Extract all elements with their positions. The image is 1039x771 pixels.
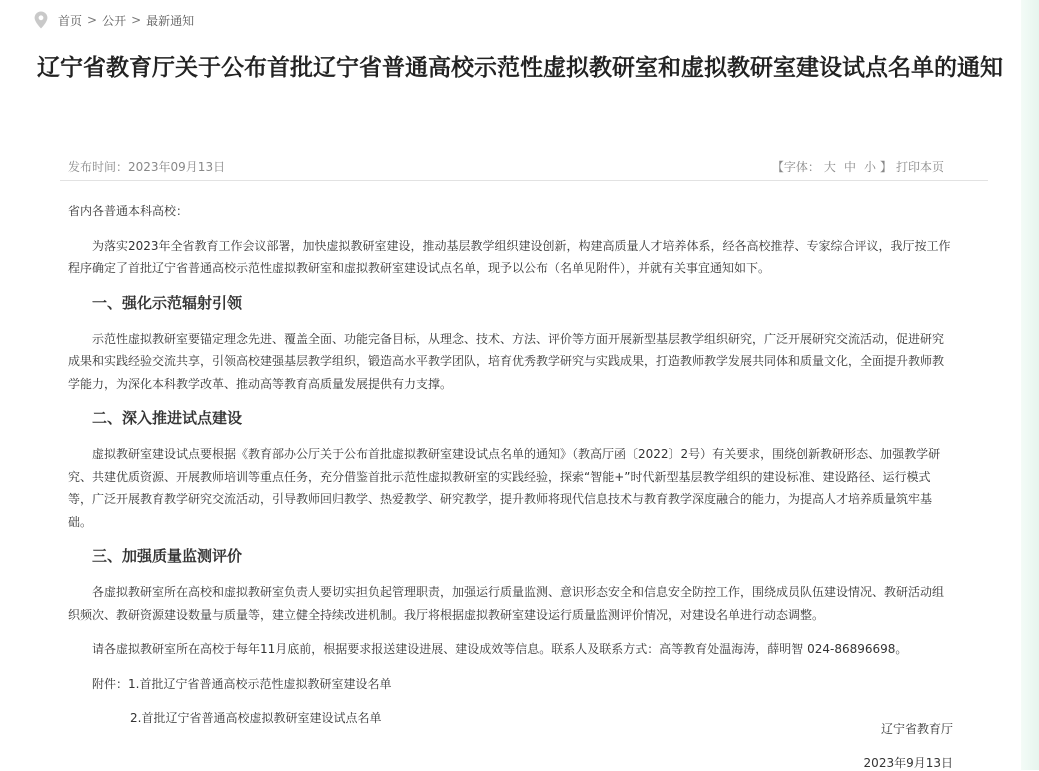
font-large-button[interactable]: 大 [823,160,836,174]
section-body-1: 示范性虚拟教研室要锚定理念先进、覆盖全面、功能完备目标，从理念、技术、方法、评价等方面开展新型基层教学组织研究，广泛开展研究交流活动，促进研究成果和实践经验交流共享，引领高校建强基层教学组织，锻造高水平教学团队，培育优秀教学研究与实践成果，打造教师教学发展共同体和质量文化，全面提升教师教学能力，为深化本科教学改革、推动高等教育高质量发展提供有力支撑。 [68,331,945,391]
article-meta-bar [60,155,988,181]
right-decoration-strip [1021,0,1039,770]
attachment-link-2[interactable]: 2.首批辽宁省普通高校虚拟教研室建设试点名单 [130,711,382,725]
font-size-label-close: 】 [879,160,892,174]
intro-paragraph: 为落实2023年全省教育工作会议部署，加快虚拟教研室建设，推动基层教学组织建设创新，构建高质量人才培养体系，经各高校推荐、专家综合评议，我厅按工作程序确定了首批辽宁省普通高校示范性虚拟教研室和虚拟教研室建设试点名单，现予以公布（名单见附件），并就有关事宜通知如下。 [68,238,951,275]
font-medium-button[interactable]: 中 [843,160,856,174]
publish-time: 发布时间：2023年09月13日 [68,160,226,174]
section-heading-2: 二、深入推进试点建设 [92,409,243,427]
section-heading-3: 三、加强质量监测评价 [92,547,243,565]
attachment-link-1[interactable]: 附件：1.首批辽宁省普通高校示范性虚拟教研室建设名单 [92,676,392,691]
font-size-label-open: 【字体： [771,160,820,174]
font-size-controls [772,158,948,175]
section-body-2: 虚拟教研室建设试点要根据《教育部办公厅关于公布首批虚拟教研室建设试点名单的通知》（教高厅函〔2022〕2号）有关要求，围绕创新教研形态、加强教学研究、共建优质资源、开展教师培训等重点任务，充分借鉴首批示范性虚拟教研室的实践经验，探索“智能+”时代新型基层教学组织的建设标准、建设路径、运行模式等，广泛开展教育教学研究交流活动，引导教师回归教学、热爱教学、研究教学，提升教师将现代信息技术与教育教学深度融合的能力，为提高人才培养质量筑牢基础。 [68,447,941,529]
article-body [68,200,954,730]
breadcrumb-separator: > [87,13,98,27]
location-pin-icon [34,11,48,29]
page-title: 辽宁省教育厅关于公布首批辽宁省普通高校示范性虚拟教研室和虚拟教研室建设试点名单的通知 [37,55,1003,81]
report-paragraph: 请各虚拟教研室所在高校于每年11月底前，根据要求报送建设进展、建设成效等信息。联系人及联系方式：高等教育处温海涛，薛明智 024-86896698。 [92,642,908,656]
print-page-link[interactable]: 打印本页 [895,160,944,174]
breadcrumb [34,10,194,30]
font-small-button[interactable]: 小 [863,160,876,174]
signature-org: 辽宁省教育厅 [880,722,953,736]
signature-date: 2023年9月13日 [863,756,953,770]
breadcrumb-separator: > [131,13,142,27]
salutation: 省内各普通本科高校： [68,204,189,218]
breadcrumb-current-link[interactable]: 最新通知 [146,13,195,28]
breadcrumb-public-link[interactable]: 公开 [102,13,127,28]
section-heading-1: 一、强化示范辐射引领 [92,293,243,312]
breadcrumb-home-link[interactable]: 首页 [58,13,83,28]
section-body-3: 各虚拟教研室所在高校和虚拟教研室负责人要切实担负起管理职责，加强运行质量监测、意识形态安全和信息安全防控工作，围绕成员队伍建设情况、教研活动组织频次、教研资源建设数量与质量等，建立健全持续改进机制。我厅将根据虚拟教研室建设运行质量监测评价情况，对建设名单进行动态调整。 [68,585,945,622]
